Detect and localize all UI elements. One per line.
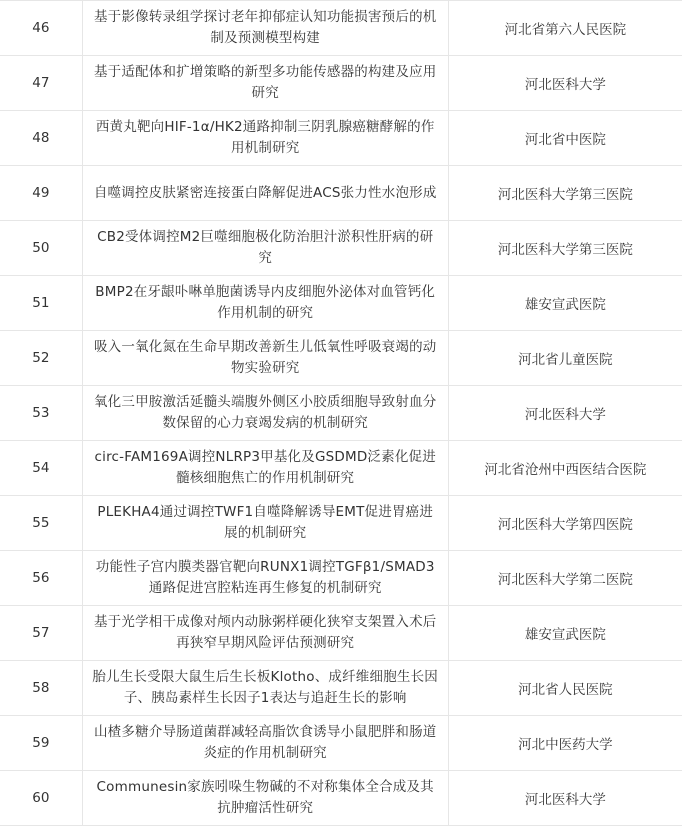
institution-name: 河北省儿童医院 xyxy=(518,352,613,368)
row-number: 52 xyxy=(32,350,50,366)
row-number: 56 xyxy=(32,570,50,586)
project-title: 自噬调控皮肤紧密连接蛋白降解促进ACS张力性水泡形成 xyxy=(93,184,437,201)
project-title: Communesin家族吲哚生物碱的不对称集体全合成及其抗肿瘤活性研究 xyxy=(96,779,434,816)
table-row xyxy=(0,771,682,826)
table-row xyxy=(0,276,682,331)
row-number: 60 xyxy=(32,790,50,806)
row-number: 50 xyxy=(32,240,50,256)
institution-name: 河北省沧州中西医结合医院 xyxy=(484,462,647,478)
institution-name: 河北医科大学 xyxy=(524,792,606,808)
table-row xyxy=(0,221,682,276)
project-title: 山楂多糖介导肠道菌群减轻高脂饮食诱导小鼠肥胖和肠道炎症的作用机制研究 xyxy=(93,724,437,761)
institution-name: 河北省人民医院 xyxy=(518,682,613,698)
table-row xyxy=(0,386,682,441)
institution-name: 雄安宣武医院 xyxy=(524,297,606,313)
row-number: 57 xyxy=(32,625,50,641)
table-row xyxy=(0,166,682,221)
project-title: 功能性子宫内膜类器官靶向RUNX1调控TGFβ1/SMAD3通路促进宫腔粘连再生修复的机制研究 xyxy=(95,559,435,596)
row-number: 59 xyxy=(32,735,50,751)
project-title: 氧化三甲胺激活延髓头端腹外侧区小胶质细胞导致射血分数保留的心力衰竭发病的机制研究 xyxy=(93,394,437,431)
institution-name: 河北医科大学第四医院 xyxy=(497,517,633,533)
project-title: PLEKHA4通过调控TWF1自噬降解诱导EMT促进胃癌进展的机制研究 xyxy=(97,504,434,541)
project-title: BMP2在牙龈卟啉单胞菌诱导内皮细胞外泌体对血管钙化作用机制的研究 xyxy=(95,284,436,321)
institution-name: 河北省第六人民医院 xyxy=(504,22,627,38)
table-row xyxy=(0,606,682,661)
institution-name: 河北医科大学第三医院 xyxy=(497,187,633,203)
institution-name: 雄安宣武医院 xyxy=(524,627,606,643)
row-number: 55 xyxy=(32,515,50,531)
institution-name: 河北省中医院 xyxy=(524,132,606,148)
table-row xyxy=(0,441,682,496)
table-row xyxy=(0,56,682,111)
institution-name: 河北医科大学 xyxy=(524,407,606,423)
row-number: 54 xyxy=(32,460,50,476)
institution-name: 河北中医药大学 xyxy=(518,737,613,753)
table-row xyxy=(0,716,682,771)
institution-name: 河北医科大学第二医院 xyxy=(497,572,633,588)
project-title: 基于适配体和扩增策略的新型多功能传感器的构建及应用研究 xyxy=(93,64,437,101)
table-row xyxy=(0,496,682,551)
row-number: 53 xyxy=(32,405,50,421)
institution-name: 河北医科大学 xyxy=(524,77,606,93)
project-title: 吸入一氧化氮在生命早期改善新生儿低氧性呼吸衰竭的动物实验研究 xyxy=(93,339,437,376)
table-row xyxy=(0,1,682,56)
row-number: 58 xyxy=(32,680,50,696)
row-number: 51 xyxy=(32,295,50,311)
table-row xyxy=(0,661,682,716)
project-title: circ-FAM169A调控NLRP3甲基化及GSDMD泛素化促进髓核细胞焦亡的作用机制研究 xyxy=(94,449,436,486)
row-number: 46 xyxy=(32,20,50,36)
table-row xyxy=(0,331,682,386)
project-title: CB2受体调控M2巨噬细胞极化防治胆汁淤积性肝病的研究 xyxy=(97,229,434,266)
row-number: 47 xyxy=(32,75,50,91)
table-row xyxy=(0,111,682,166)
row-number: 49 xyxy=(32,185,50,201)
project-title: 基于光学相干成像对颅内动脉粥样硬化狭窄支架置入术后再狭窄早期风险评估预测研究 xyxy=(93,614,437,651)
project-title: 西黄丸靶向HIF-1α/HK2通路抑制三阴乳腺癌糖酵解的作用机制研究 xyxy=(95,119,435,156)
row-number: 48 xyxy=(32,130,50,146)
project-title: 基于影像转录组学探讨老年抑郁症认知功能损害预后的机制及预测模型构建 xyxy=(93,9,437,46)
table-row xyxy=(0,551,682,606)
institution-name: 河北医科大学第三医院 xyxy=(497,242,633,258)
project-title: 胎儿生长受限大鼠生后生长板Klotho、成纤维细胞生长因子、胰岛素样生长因子1表达与追赶生长的影响 xyxy=(92,669,438,706)
